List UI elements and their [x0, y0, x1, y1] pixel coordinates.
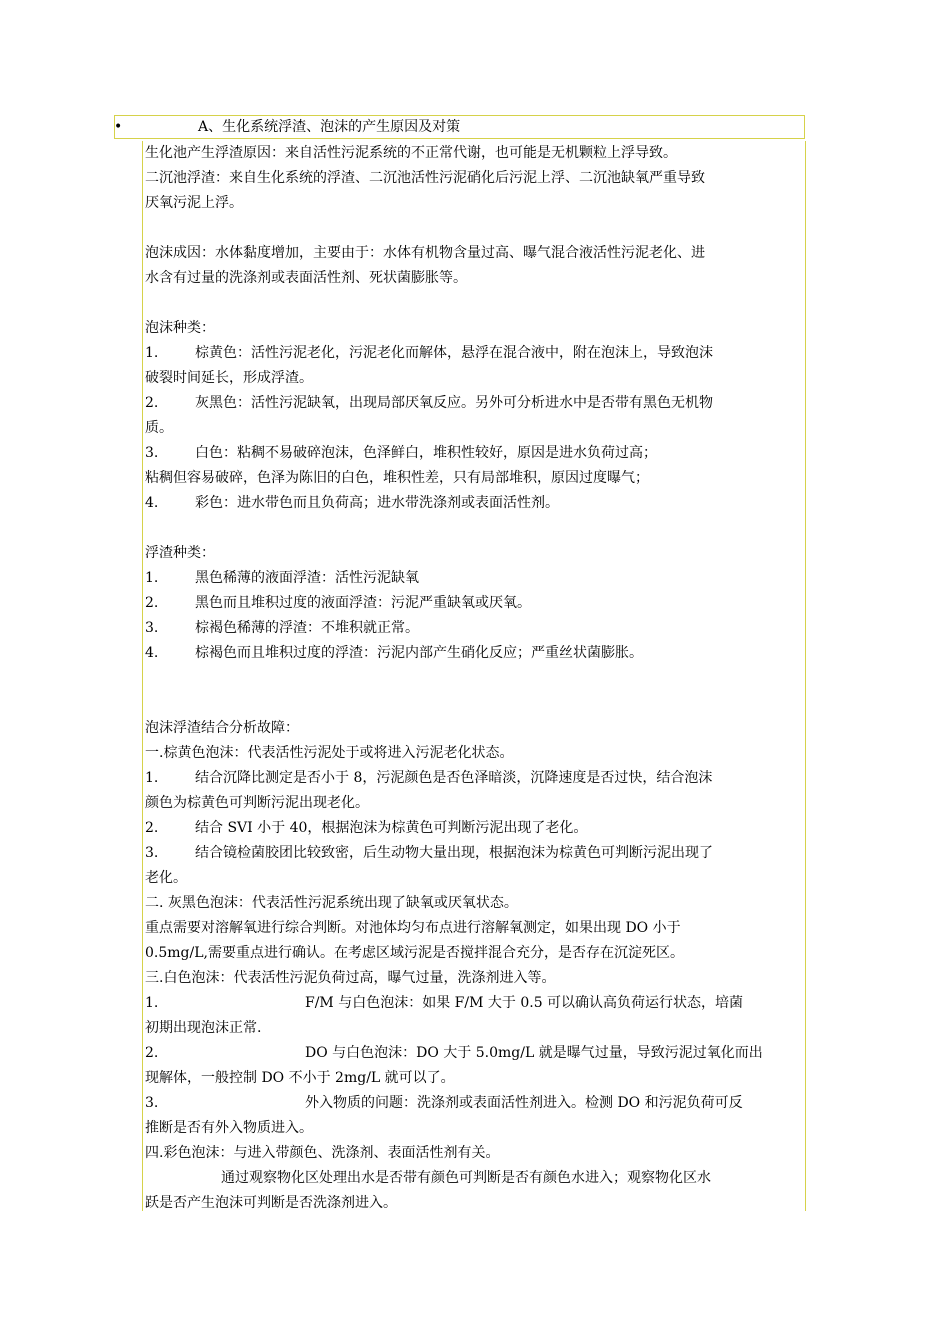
list-item-continued: 推断是否有外入物质进入。 [145, 1120, 313, 1136]
list-item [145, 816, 805, 841]
spacer [145, 216, 805, 241]
spacer [145, 516, 805, 541]
item-text: 灰黑色：活性污泥缺氧，出现局部厌氧反应。另外可分析进水中是否带有黑色无机物 [195, 395, 713, 411]
item-text: F/M 与白色泡沫：如果 F/M 大于 0.5 可以确认高负荷运行状态，培菌 [305, 995, 744, 1011]
item-number: 3. [145, 845, 159, 861]
item-text: 结合 SVI 小于 40，根据泡沫为棕黄色可判断污泥出现了老化。 [195, 820, 588, 836]
list-item-continued: 现解体，一般控制 DO 不小于 2mg/L 就可以了。 [145, 1070, 455, 1086]
item-number: 2. [145, 820, 159, 836]
item-number: 3. [145, 1095, 159, 1111]
item-number: 3. [145, 445, 159, 461]
paragraph: 重点需要对溶解氧进行综合判断。对池体均匀布点进行溶解氧测定，如果出现 DO 小于 [145, 920, 681, 936]
item-text: 结合镜检菌胶团比较致密，后生动物大量出现，根据泡沫为棕黄色可判断污泥出现了 [195, 845, 713, 861]
item-text: 结合沉降比测定是否小于 8，污泥颜色是否色泽暗淡，沉降速度是否过快，结合泡沫 [195, 770, 713, 786]
paragraph: 水含有过量的洗涤剂或表面活性剂、死状菌膨胀等。 [145, 270, 467, 286]
item-text: 棕褐色稀薄的浮渣：不堆积就正常。 [195, 620, 419, 636]
list-item-continued: 老化。 [145, 870, 187, 886]
list-item-continued: 破裂时间延长，形成浮渣。 [145, 370, 313, 386]
item-text: 彩色：进水带色而且负荷高；进水带洗涤剂或表面活性剂。 [195, 495, 559, 511]
item-text: DO 与白色泡沫：DO 大于 5.0mg/L 就是曝气过量，导致污泥过氧化而出 [305, 1045, 763, 1061]
subsection-title: 四.彩色泡沫：与进入带颜色、洗涤剂、表面活性剂有关。 [145, 1145, 500, 1161]
list-heading: 泡沫种类： [145, 320, 215, 336]
bullet-marker: • [114, 119, 123, 135]
list-item [145, 841, 805, 866]
list-item-continued: 颜色为棕黄色可判断污泥出现老化。 [145, 795, 369, 811]
spacer [145, 291, 805, 316]
list-item-continued: 初期出现泡沫正常. [145, 1020, 262, 1036]
list-item [145, 491, 805, 516]
item-number: 4. [145, 495, 159, 511]
list-item [145, 991, 805, 1016]
list-item [145, 616, 805, 641]
list-heading: 泡沫浮渣结合分析故障： [145, 720, 299, 736]
item-number: 2. [145, 595, 159, 611]
document-body [142, 141, 806, 1211]
paragraph: 跃是否产生泡沫可判断是否洗涤剂进入。 [145, 1195, 397, 1211]
item-number: 1. [145, 570, 159, 586]
subsection-title: 二. 灰黑色泡沫：代表活性污泥系统出现了缺氧或厌氧状态。 [145, 895, 518, 911]
paragraph: 泡沫成因：水体黏度增加，主要由于：水体有机物含量过高、曝气混合液活性污泥老化、进 [145, 245, 705, 261]
subsection-title: 三.白色泡沫：代表活性污泥负荷过高，曝气过量，洗涤剂进入等。 [145, 970, 556, 986]
list-item-continued: 质。 [145, 420, 173, 436]
item-number: 2. [145, 395, 159, 411]
list-item [145, 1091, 805, 1116]
paragraph: 0.5mg/L,需要重点进行确认。在考虑区域污泥是否搅拌混合充分，是否存在沉淀死区。 [145, 945, 684, 961]
item-text: 黑色而且堆积过度的液面浮渣：污泥严重缺氧或厌氧。 [195, 595, 531, 611]
list-heading: 浮渣种类： [145, 545, 215, 561]
subsection-title: 一.棕黄色泡沫：代表活性污泥处于或将进入污泥老化状态。 [145, 745, 514, 761]
paragraph: 通过观察物化区处理出水是否带有颜色可判断是否有颜色水进入；观察物化区水 [221, 1170, 711, 1186]
item-text: 棕褐色而且堆积过度的浮渣：污泥内部产生硝化反应；严重丝状菌膨胀。 [195, 645, 643, 661]
list-item [145, 566, 805, 591]
paragraph: 二沉池浮渣：来自生化系统的浮渣、二沉池活性污泥硝化后污泥上浮、二沉池缺氧严重导致 [145, 170, 705, 186]
paragraph: 生化池产生浮渣原因：来自活性污泥系统的不正常代谢，也可能是无机颗粒上浮导致。 [145, 145, 677, 161]
item-number: 1. [145, 770, 159, 786]
item-text: 外入物质的问题：洗涤剂或表面活性剂进入。检测 DO 和污泥负荷可反 [305, 1095, 743, 1111]
item-text: 黑色稀薄的液面浮渣：活性污泥缺氧 [195, 570, 419, 586]
section-title: A、生化系统浮渣、泡沫的产生原因及对策 [198, 119, 461, 135]
item-number: 1. [145, 995, 159, 1011]
list-item [145, 1041, 805, 1066]
list-item [145, 341, 805, 366]
list-item [145, 441, 805, 466]
list-item [145, 766, 805, 791]
item-number: 1. [145, 345, 159, 361]
spacer [145, 666, 805, 716]
list-item-continued: 粘稠但容易破碎，色泽为陈旧的白色，堆积性差，只有局部堆积，原因过度曝气； [145, 470, 649, 486]
item-number: 3. [145, 620, 159, 636]
item-text: 棕黄色：活性污泥老化，污泥老化而解体，悬浮在混合液中，附在泡沫上，导致泡沫 [195, 345, 713, 361]
list-item [145, 641, 805, 666]
paragraph: 厌氧污泥上浮。 [145, 195, 243, 211]
item-text: 白色：粘稠不易破碎泡沫，色泽鲜白，堆积性较好，原因是进水负荷过高； [195, 445, 657, 461]
item-number: 4. [145, 645, 159, 661]
item-number: 2. [145, 1045, 159, 1061]
list-item [145, 391, 805, 416]
list-item [145, 591, 805, 616]
